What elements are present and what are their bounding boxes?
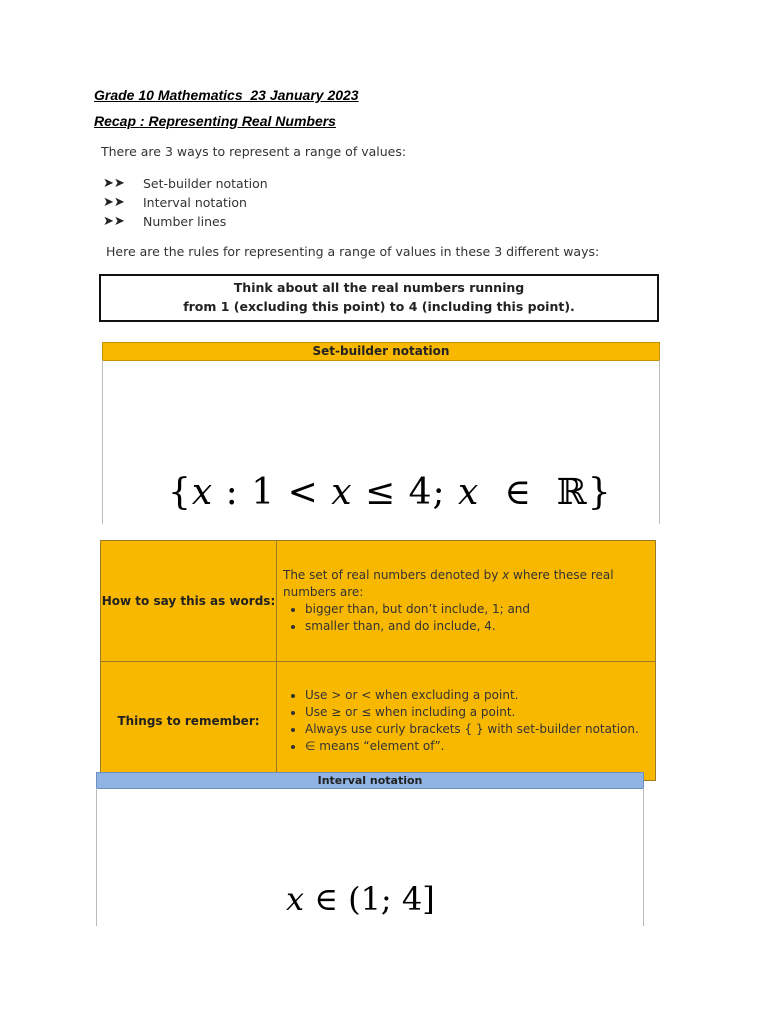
interval-formula	[286, 880, 435, 918]
formula-variable: x	[502, 568, 510, 582]
way-label: Set-builder notation	[143, 176, 268, 191]
think-box-line: from 1 (excluding this point) to 4 (including this point).	[183, 299, 575, 314]
list-item	[103, 174, 268, 193]
set-builder-formula	[168, 472, 612, 513]
way-label: Interval notation	[143, 195, 247, 210]
list-item: • Always use curly brackets { } with set-builder notation.	[305, 721, 649, 738]
list-item: • Use ≥ or ≤ when including a point.	[305, 704, 649, 721]
way-label: Number lines	[143, 214, 227, 229]
formula-variable: x	[331, 472, 353, 513]
formula-variable: x	[458, 472, 480, 513]
table-row	[101, 662, 656, 781]
list-item: • smaller than, and do include, 4.	[305, 618, 649, 635]
row-label: How to say this as words:	[101, 541, 277, 662]
formula-variable: x	[191, 472, 214, 513]
formula-part: ≤ 4;	[352, 472, 459, 513]
formula-part: {	[168, 472, 192, 513]
list-item	[103, 193, 268, 212]
rules-intro-text: Here are the rules for representing a range of values in these 3 different ways:	[106, 244, 600, 259]
list-item	[103, 212, 268, 231]
description-intro	[283, 567, 649, 601]
think-box	[99, 274, 659, 322]
recap-heading: Recap : Representing Real Numbers	[94, 113, 336, 129]
formula-part: : 1 <	[213, 472, 332, 513]
arrow-bullet-icon: ➤➤	[103, 176, 125, 191]
description-text: where these real numbers are:	[283, 568, 614, 599]
arrow-bullet-icon: ➤➤	[103, 214, 125, 229]
ways-list	[103, 174, 268, 231]
description-bullets	[283, 601, 649, 635]
description-bullets	[283, 687, 649, 755]
row-description	[277, 541, 656, 662]
arrow-bullet-icon: ➤➤	[103, 195, 125, 210]
page-title: Grade 10 Mathematics 23 January 2023	[94, 87, 359, 103]
list-item: • bigger than, but don’t include, 1; and	[305, 601, 649, 618]
info-table	[100, 540, 656, 781]
description-text: The set of real numbers denoted by	[283, 568, 503, 582]
table-row	[101, 541, 656, 662]
think-box-line: Think about all the real numbers running	[233, 280, 525, 295]
intro-text: There are 3 ways to represent a range of values:	[101, 144, 407, 159]
formula-variable: x	[286, 880, 305, 918]
row-description	[277, 662, 656, 781]
set-builder-header: Set-builder notation	[102, 342, 660, 361]
row-label: Things to remember:	[101, 662, 277, 781]
interval-header: Interval notation	[96, 772, 644, 789]
list-item: • Use > or < when excluding a point.	[305, 687, 649, 704]
formula-part: ∈ ℝ}	[479, 472, 612, 513]
list-item: • ∈ means “element of”.	[305, 738, 649, 755]
formula-part: ∈ (1; 4]	[304, 880, 435, 918]
